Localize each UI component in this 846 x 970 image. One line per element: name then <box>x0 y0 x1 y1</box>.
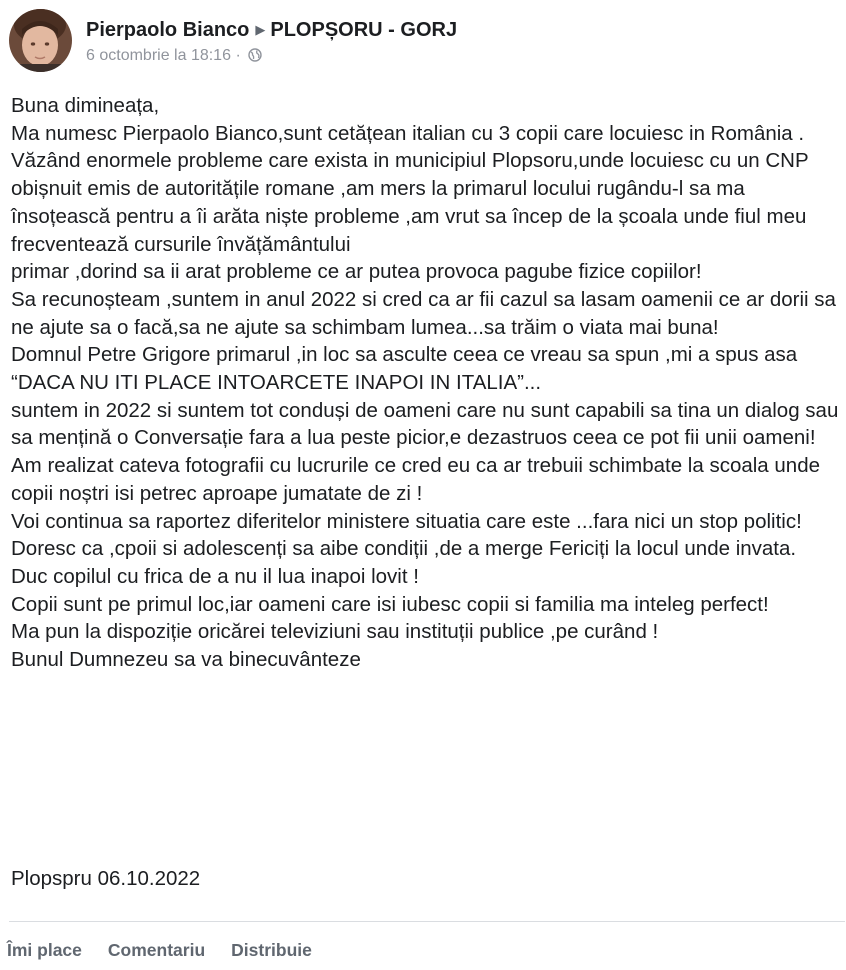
post-paragraph: Bunul Dumnezeu sa va binecuvânteze <box>11 648 361 672</box>
post-paragraph: Văzând enormele probleme care exista in municipiul Plopsoru,unde locuiesc cu un CNP obișnuit emis de autoritățile romane ,am mers la primarul locului rugându-l sa ma însoțească pentru a îi arăta niște probleme ,am vrut sa încep de la școala unde fiul meu frecventează cursurile învățământului <box>11 149 809 256</box>
post-paragraph: Domnul Petre Grigore primarul ,in loc sa asculte ceea ce vreau sa spun ,mi a spus asa “DACA NU ITI PLACE INTOARCETE INAPOI IN ITALIA”... <box>11 343 798 395</box>
post-paragraph: Ma numesc Pierpaolo Bianco,sunt cetățean italian cu 3 copii care locuiesc in România . <box>11 121 805 145</box>
like-button[interactable]: Îmi place <box>7 940 82 960</box>
caret-right-icon: ▶ <box>255 22 266 37</box>
post-paragraph: Voi continua sa raportez diferitelor ministere situatia care este ...fara nici un stop politic! <box>11 509 802 533</box>
post-signature: Plopspru 06.10.2022 <box>11 867 201 890</box>
author-name[interactable]: Pierpaolo Bianco <box>86 19 250 41</box>
share-button[interactable]: Distribuie <box>231 940 312 960</box>
post-body <box>11 92 841 674</box>
globe-icon[interactable] <box>248 48 262 68</box>
group-name[interactable]: PLOPȘORU - GORJ <box>270 19 458 41</box>
post-paragraph: Ma pun la dispoziție oricărei televiziuni sau instituții publice ,pe curând ! <box>11 620 659 644</box>
post-header <box>9 9 457 73</box>
post-paragraph: Copii sunt pe primul loc,iar oameni care isi iubesc copii si familia ma inteleg perfect! <box>11 592 769 616</box>
post-meta <box>86 9 457 68</box>
post-paragraph: Buna dimineața, <box>11 94 160 117</box>
avatar[interactable] <box>9 9 72 72</box>
timestamp-line <box>86 46 457 68</box>
comment-button[interactable]: Comentariu <box>107 940 206 960</box>
post-actions <box>7 937 338 963</box>
meta-separator: · <box>235 47 241 64</box>
post-paragraph: Doresc ca ,cpoii si adolescenți sa aibe condiții ,de a merge Fericiți la locul unde invata. <box>11 537 797 561</box>
post-timestamp[interactable]: 6 octombrie la 18:16 <box>86 47 231 64</box>
post-paragraph: primar ,dorind sa ii arat probleme ce ar putea provoca pagube fizice copiilor! <box>11 260 702 284</box>
post-paragraph: Am realizat cateva fotografii cu lucrurile ce cred eu ca ar trebuii schimbate la scoala unde copii noștri isi petrec aproape jumatate de zi ! <box>11 454 821 505</box>
author-line <box>86 18 457 44</box>
post-paragraph: Sa recunoșteam ,suntem in anul 2022 si cred ca ar fii cazul sa lasam oamenii ce ar dorii sa ne ajute sa o facă,sa ne ajute sa schimbam lumea...sa trăim o viata mai buna! <box>11 287 836 339</box>
post-paragraph: suntem in 2022 si suntem tot conduși de oameni care nu sunt capabili sa tina un dialog sau sa mențină o Conversație fara a lua peste picior,e dezastruos ceea ce pot fii unii oameni! <box>11 398 839 450</box>
divider <box>9 921 845 922</box>
post-paragraph: Duc copilul cu frica de a nu il lua inapoi lovit ! <box>11 564 419 588</box>
avatar-image <box>9 9 72 72</box>
